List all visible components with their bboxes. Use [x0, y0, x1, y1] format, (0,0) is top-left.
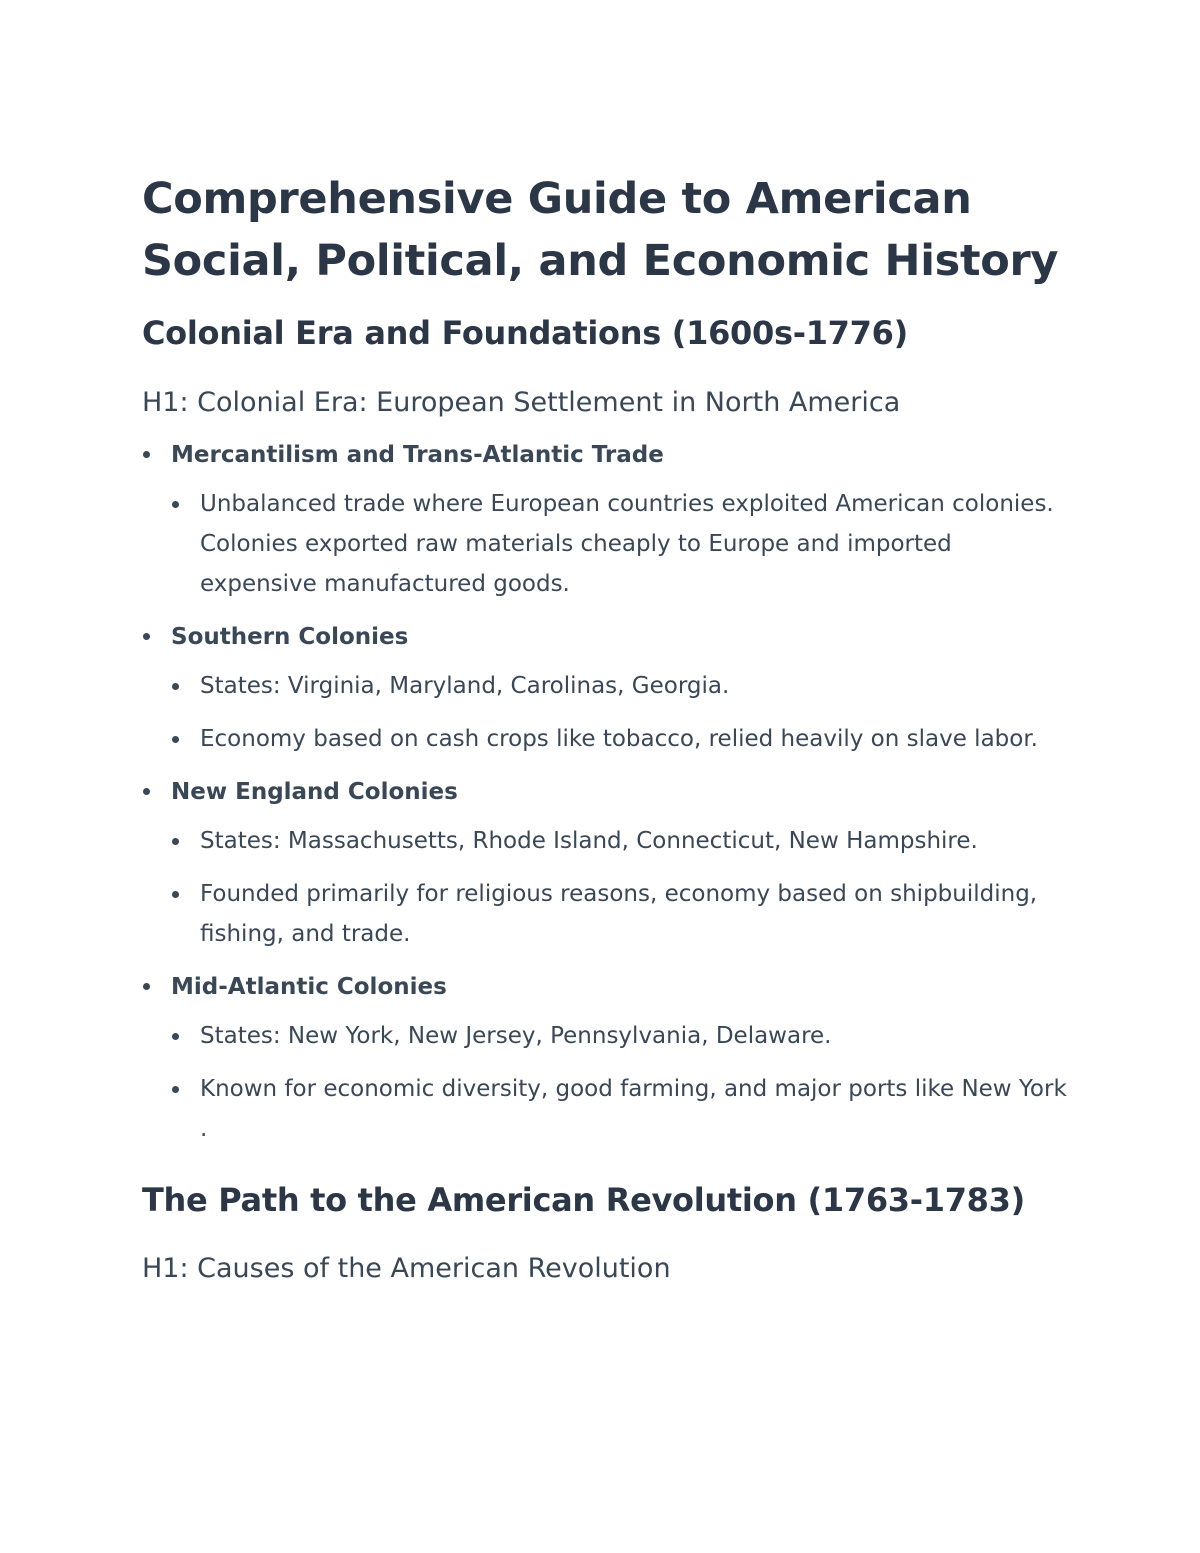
section-heading-revolution: The Path to the American Revolution (1763-1783) — [142, 1181, 1025, 1219]
point-text: Unbalanced trade where European countries exploited American colonies. Colonies exported raw materials cheaply to Europe and imported expensive manufactured goods. — [200, 491, 1054, 597]
topic-points — [171, 1016, 1072, 1149]
bullet-icon — [172, 683, 179, 690]
bullet-icon — [172, 891, 179, 898]
list-item — [171, 1069, 1072, 1149]
list-item — [171, 874, 1072, 954]
document-title: Comprehensive Guide to American Social, Political, and Economic History — [142, 174, 1059, 286]
list-item — [171, 484, 1072, 604]
point-text: Founded primarily for religious reasons, economy based on shipbuilding, fishing, and trade. — [200, 881, 1038, 947]
bullet-icon — [172, 1033, 179, 1040]
point-text: Economy based on cash crops like tobacco, relied heavily on slave labor. — [200, 726, 1038, 752]
topic-title: Mid-Atlantic Colonies — [171, 974, 447, 1000]
point-text: States: Massachusetts, Rhode Island, Connecticut, New Hampshire. — [200, 828, 978, 854]
point-text: States: New York, New Jersey, Pennsylvania, Delaware. — [200, 1023, 832, 1049]
topic-title: Southern Colonies — [171, 624, 409, 650]
bullet-icon — [172, 501, 179, 508]
point-text: Known for economic diversity, good farming, and major ports like New York . — [200, 1076, 1067, 1142]
topic-title: Mercantilism and Trans-Atlantic Trade — [171, 442, 664, 468]
list-item — [171, 1016, 1072, 1056]
subheading-colonial-era: H1: Colonial Era: European Settlement in North America — [142, 387, 901, 418]
bullet-icon — [143, 788, 150, 795]
subheading-revolution: H1: Causes of the American Revolution — [142, 1253, 671, 1284]
bullet-icon — [172, 736, 179, 743]
topic-title: New England Colonies — [171, 779, 458, 805]
bullet-icon — [143, 451, 150, 458]
list-item — [171, 821, 1072, 861]
list-item-mid-atlantic-colonies — [142, 969, 1072, 1149]
bullet-icon — [172, 838, 179, 845]
topic-list — [142, 437, 1072, 1149]
bullet-icon — [172, 1086, 179, 1093]
list-item — [171, 666, 1072, 706]
topic-points — [171, 484, 1072, 604]
document-page — [142, 168, 1072, 1286]
list-item-southern-colonies — [142, 619, 1072, 759]
bullet-icon — [143, 983, 150, 990]
point-text: States: Virginia, Maryland, Carolinas, Georgia. — [200, 673, 730, 699]
bullet-icon — [143, 633, 150, 640]
list-item-mercantilism — [142, 437, 1072, 604]
topic-points — [171, 666, 1072, 759]
section-heading-colonial-era: Colonial Era and Foundations (1600s-1776) — [142, 314, 908, 352]
list-item — [171, 719, 1072, 759]
topic-points — [171, 821, 1072, 954]
list-item-new-england-colonies — [142, 774, 1072, 954]
